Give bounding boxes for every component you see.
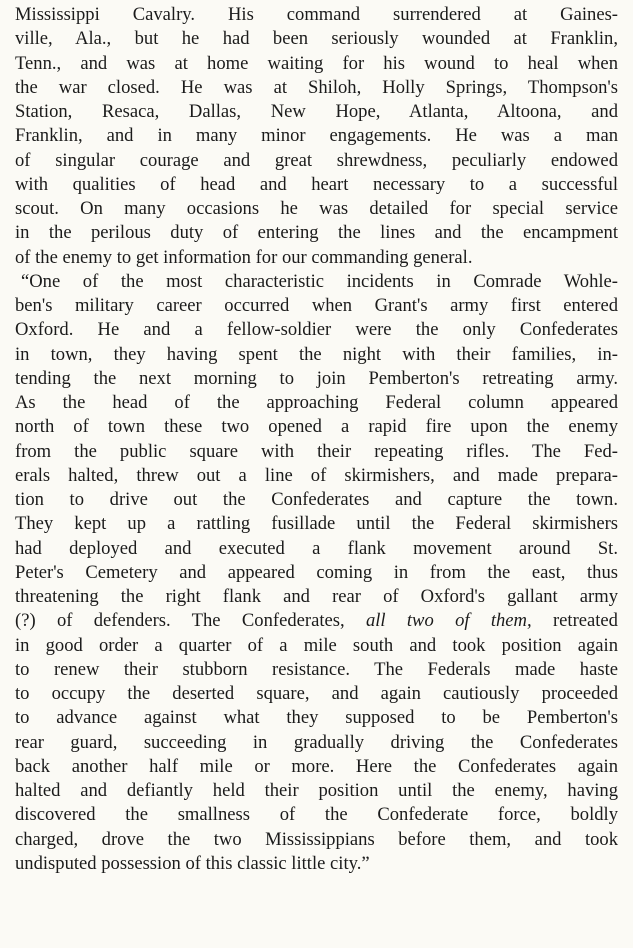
text-line: undisputed possession of this classic little city.” bbox=[15, 852, 370, 874]
text-line: of singular courage and great shrewdness, peculiarly endowed bbox=[15, 149, 618, 171]
text-line: Station, Resaca, Dallas, New Hope, Atlanta, Altoona, and bbox=[15, 101, 618, 122]
text-line: from the public square with their repeating rifles. The Fed- bbox=[15, 440, 618, 462]
text-line: to occupy the deserted square, and again cautiously proceeded bbox=[15, 683, 618, 704]
paragraph-1 bbox=[15, 3, 618, 270]
text-line: discovered the smallness of the Confederate force, boldly bbox=[15, 804, 618, 826]
text-line: halted and defiantly held their position until the enemy, having bbox=[15, 780, 618, 801]
text-segment: retreated bbox=[531, 610, 618, 632]
text-line: charged, drove the two Mississippians before them, and took bbox=[15, 828, 618, 850]
text-line: erals halted, threw out a line of skirmishers, and made prepara- bbox=[15, 464, 618, 486]
text-line: rear guard, succeeding in gradually driving the Confederates bbox=[15, 731, 618, 753]
text-line: in the perilous duty of entering the lines and the encampment bbox=[15, 222, 618, 244]
text-line: to advance against what they supposed to be Pemberton's bbox=[15, 707, 618, 729]
text-line: to renew their stubborn resistance. The Federals made haste bbox=[15, 658, 618, 680]
text-line: back another half mile or more. Here the Confederates again bbox=[15, 755, 618, 777]
text-line: in good order a quarter of a mile south and took position again bbox=[15, 634, 618, 656]
text-line: Peter's Cemetery and appeared coming in from the east, thus bbox=[15, 561, 618, 583]
text-line: had deployed and executed a flank movement around St. bbox=[15, 537, 618, 559]
text-line bbox=[15, 609, 618, 633]
text-segment: (?) of defenders. The Confederates, bbox=[15, 610, 366, 632]
text-line: ville, Ala., but he had been seriously wounded at Franklin, bbox=[15, 28, 618, 50]
text-line: Oxford. He and a fellow-soldier were the only Confederates bbox=[15, 319, 618, 341]
text-line: Tenn., and was at home waiting for his wound to heal when bbox=[15, 52, 618, 74]
text-line: scout. On many occasions he was detailed for special service bbox=[15, 198, 618, 219]
document-page bbox=[15, 3, 618, 876]
text-line: ben's military career occurred when Grant's army first entered bbox=[15, 295, 618, 316]
text-line: threatening the right flank and rear of Oxford's gallant army bbox=[15, 586, 618, 607]
text-line: Mississippi Cavalry. His command surrendered at Gaines- bbox=[15, 4, 618, 25]
text-line: of the enemy to get information for our commanding general. bbox=[15, 246, 473, 268]
italic-phrase: all two of them, bbox=[365, 610, 532, 632]
text-line: tion to drive out the Confederates and capture the town. bbox=[15, 489, 618, 510]
text-line: tending the next morning to join Pemberton's retreating army. bbox=[15, 367, 618, 389]
paragraph-2 bbox=[15, 270, 618, 876]
text-line: They kept up a rattling fusillade until the Federal skirmishers bbox=[15, 513, 618, 535]
text-line: in town, they having spent the night with their families, in- bbox=[15, 343, 618, 365]
text-line: the war closed. He was at Shiloh, Holly Springs, Thompson's bbox=[15, 76, 618, 98]
text-line: with qualities of head and heart necessary to a successful bbox=[15, 173, 618, 195]
text-line: “One of the most characteristic incidents in Comrade Wohle- bbox=[21, 270, 618, 292]
text-line: Franklin, and in many minor engagements. He was a man bbox=[15, 125, 618, 147]
text-line: As the head of the approaching Federal column appeared bbox=[15, 392, 618, 413]
text-line: north of town these two opened a rapid fire upon the enemy bbox=[15, 416, 618, 438]
